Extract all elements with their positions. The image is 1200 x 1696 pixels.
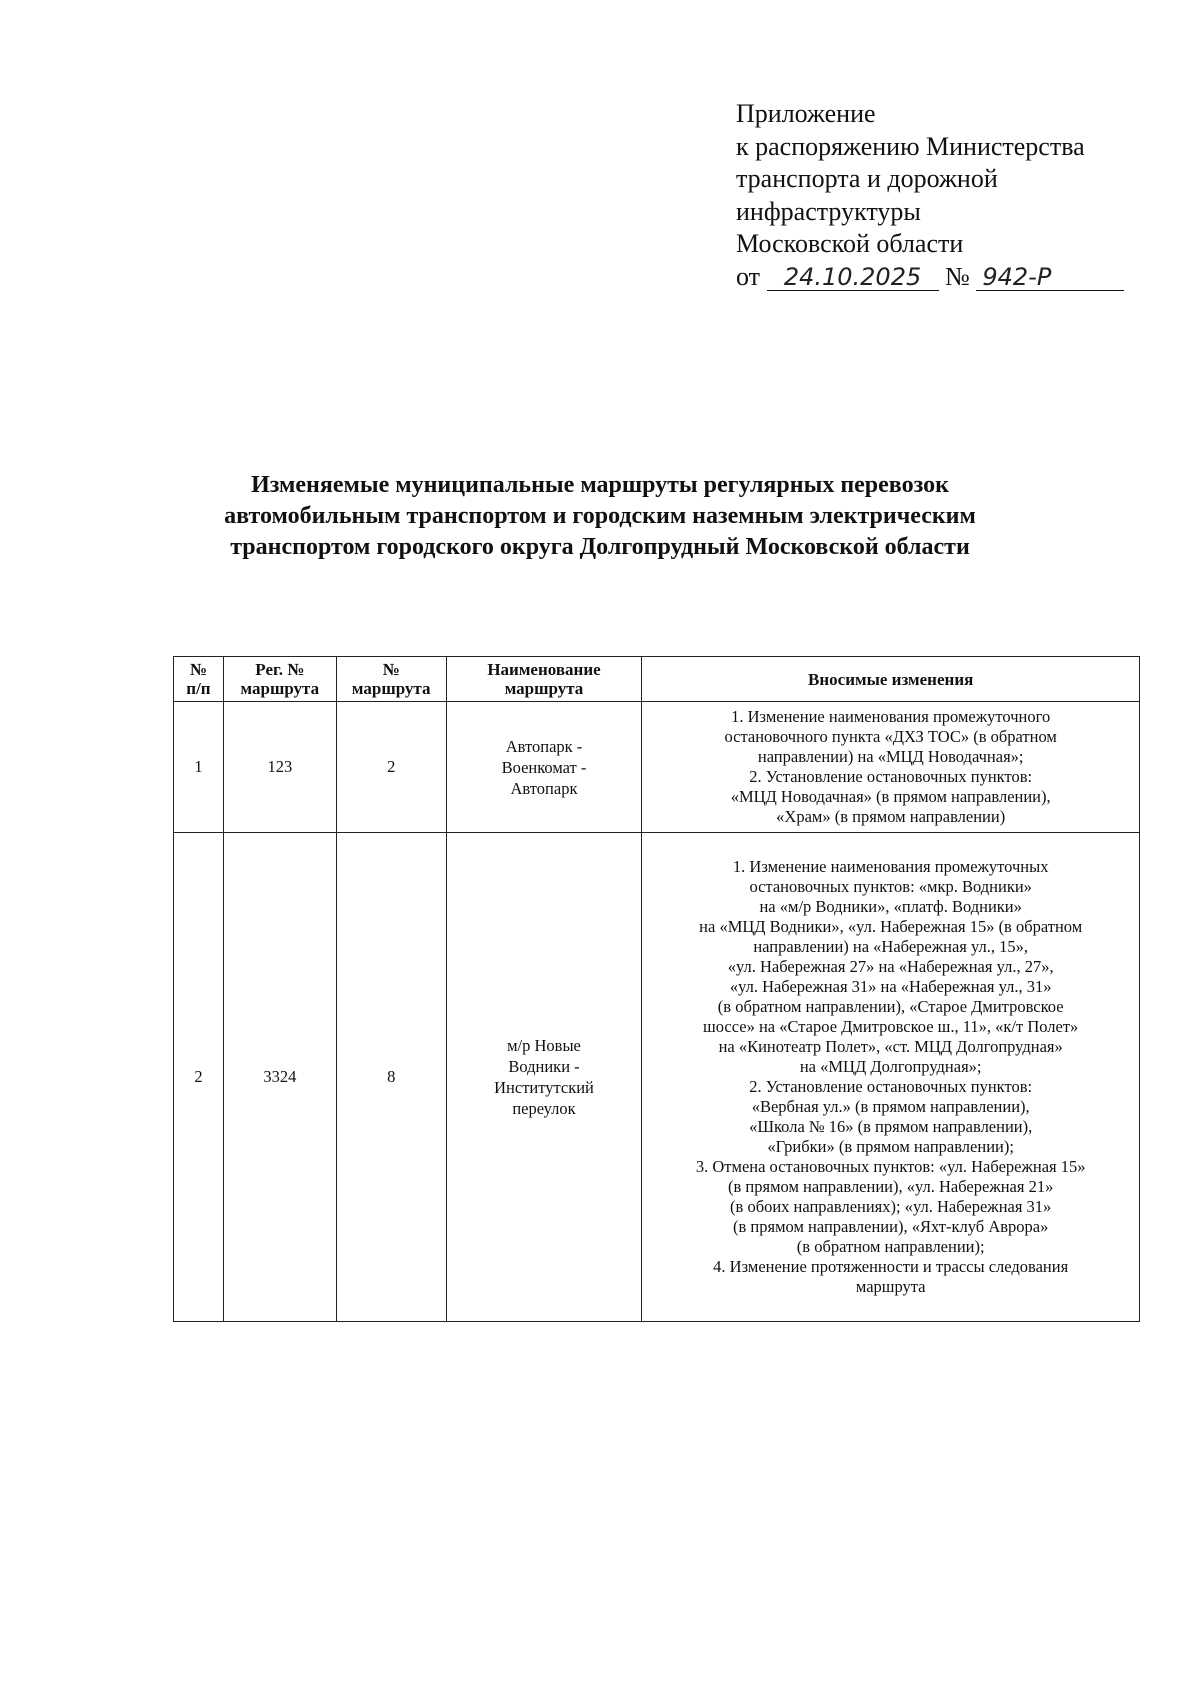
table-row <box>174 833 1140 1322</box>
cell-reg-number: 3324 <box>223 833 336 1322</box>
table-header-row <box>174 657 1140 702</box>
document-title <box>150 470 1050 563</box>
cell-route-number: 8 <box>336 833 446 1322</box>
title-line: Изменяемые муниципальные маршруты регулярных перевозок <box>251 472 949 498</box>
appendix-line: транспорта и дорожной <box>736 164 998 193</box>
appendix-line: Московской области <box>736 229 964 258</box>
appendix-line: Приложение <box>736 99 876 128</box>
cell-route-name: м/р Новые Водники - Институтский переулок <box>446 833 642 1322</box>
appendix-line: инфраструктуры <box>736 196 921 226</box>
order-number-handwritten: 942-Р <box>976 264 1124 291</box>
title-line: автомобильным транспортом и городским наземным электрическим <box>224 503 976 529</box>
order-date-handwritten: 24.10.2025 <box>767 264 939 291</box>
table-row <box>174 702 1140 833</box>
cell-route-name: Автопарк - Военкомат - Автопарк <box>446 702 642 833</box>
header-changes: Вносимые изменения <box>642 657 1140 702</box>
number-prefix: № <box>945 261 970 291</box>
header-route-name: Наименование маршрута <box>446 657 642 702</box>
date-prefix: от <box>736 261 761 291</box>
header-num: № п/п <box>174 657 224 702</box>
routes-table <box>173 656 1140 1322</box>
header-route-number: № маршрута <box>336 657 446 702</box>
cell-reg-number: 123 <box>223 702 336 833</box>
cell-num: 1 <box>174 702 224 833</box>
appendix-line: к распоряжению Министерства <box>736 131 1085 161</box>
cell-changes: 1. Изменение наименования промежуточного остановочного пункта «ДХЗ ТОС» (в обратном направлении) на «МЦД Новодачная»; 2. Установление остановочных пунктов: «МЦД Новодачная» (в прямом направлении), «Храм» (в прямом направлении) <box>642 702 1140 833</box>
cell-route-number: 2 <box>336 702 446 833</box>
title-line: транспортом городского округа Долгопрудный Московской области <box>230 534 970 560</box>
header-reg-number: Рег. № маршрута <box>223 657 336 702</box>
appendix-block <box>736 98 1156 293</box>
cell-changes: 1. Изменение наименования промежуточных остановочных пунктов: «мкр. Водники» на «м/р Водники», «платф. Водники» на «МЦД Водники», «ул. Набережная 15» (в обратном направлении) на «Набережная ул., 15», «ул. Набережная 27» на «Набережная ул., 27», «ул. Набережная 31» на «Набережная ул., 31» (в обратном направлении), «Старое Дмитровское шоссе» на «Старое Дмитровское ш., 11», «к/т Полет» на «Кинотеатр Полет», «ст. МЦД Долгопрудная» на «МЦД Долгопрудная»; 2. Установление остановочных пунктов: «Вербная ул.» (в прямом направлении), «Школа № 16» (в прямом направлении), «Грибки» (в прямом направлении); 3. Отмена остановочных пунктов: «ул. Набережная 15» (в прямом направлении), «ул. Набережная 21» (в обоих направлениях); «ул. Набережная 31» (в прямом направлении), «Яхт-клуб Аврора» (в обратном направлении); 4. Изменение протяженности и трассы следования маршрута <box>642 833 1140 1322</box>
cell-num: 2 <box>174 833 224 1322</box>
order-date-number-line <box>736 261 1156 294</box>
